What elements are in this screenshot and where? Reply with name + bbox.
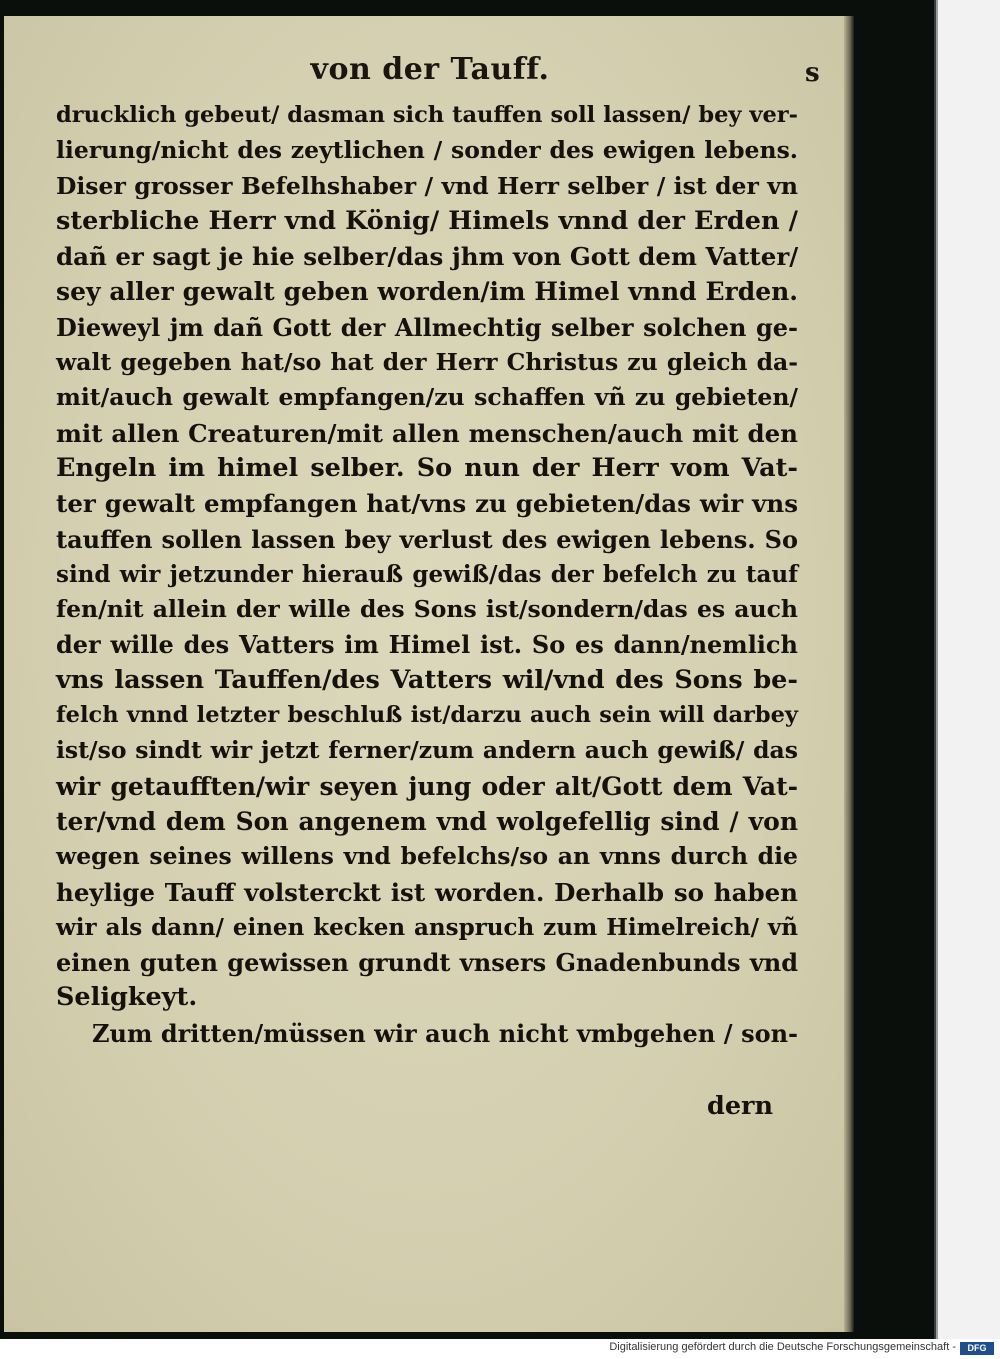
text-line: ter gewalt empfangen hat/vns zu gebieten/das wir vns — [56, 489, 798, 519]
text-line: einen guten gewissen grundt vnsers Gnadenbunds vnd — [56, 948, 798, 978]
text-line: sind wir jetzunder hierauß gewiß/das der befelch zu tauf — [56, 560, 798, 588]
folio-mark: s — [805, 58, 820, 88]
page-edge-shadow — [844, 16, 854, 1332]
text-line: ter/vnd dem Son angenem vnd wolgefellig sind / von — [56, 806, 798, 836]
text-line: ist/so sindt wir jetzt ferner/zum andern auch gewiß/ das — [56, 736, 798, 765]
text-line: drucklich gebeut/ dasman sich tauffen soll lassen/ bey ver- — [56, 102, 798, 128]
text-line: wir als dann/ einen kecken anspruch zum Himelreich/ vñ — [56, 913, 798, 941]
text-line: Engeln im himel selber. So nun der Herr vom Vat- — [56, 452, 798, 483]
dfg-logo: DFG — [960, 1342, 994, 1355]
body-text — [56, 98, 798, 1051]
text-line: felch vnnd letzter beschluß ist/darzu auch sein will darbey — [56, 702, 798, 729]
text-line: Diser grosser Befelhshaber / vnd Herr selber / ist der vn — [56, 171, 798, 200]
text-line: fen/nit allein der wille des Sons ist/sondern/das es auch — [56, 595, 798, 624]
text-line: Dieweyl jm dañ Gott der Allmechtig selber solchen ge- — [56, 312, 798, 342]
text-line: heylige Tauff volsterckt ist worden. Derhalb so haben — [56, 877, 798, 907]
text-line: tauffen sollen lassen bey verlust des ewigen lebens. So — [56, 524, 798, 554]
text-line: sterbliche Herr vnd König/ Himels vnnd der Erden / — [56, 205, 798, 236]
text-line: lierung/nicht des zeytlichen / sonder des ewigen lebens. — [56, 136, 798, 165]
text-line: Zum dritten/müssen wir auch nicht vmbgehen / son- — [92, 1018, 798, 1048]
catchword: dern — [707, 1091, 774, 1121]
text-line: mit allen Creaturen/mit allen menschen/auch mit den — [56, 418, 798, 448]
text-line: walt gegeben hat/so hat der Herr Christus zu gleich da- — [56, 348, 798, 377]
funding-credit: Digitalisierung gefördert durch die Deutsche Forschungsgemeinschaft - — [609, 1341, 956, 1353]
scanner-frame — [936, 0, 1000, 1339]
text-line: der wille des Vatters im Himel ist. So es dann/nemlich — [56, 630, 798, 660]
text-line: mit/auch gewalt empfangen/zu schaffen vñ zu gebieten/ — [56, 383, 798, 412]
text-line: vns lassen Tauffen/des Vatters wil/vnd des Sons be- — [56, 664, 798, 695]
text-line: dañ er sagt je hie selber/das jhm von Gott dem Vatter/ — [56, 242, 799, 272]
text-line: wir getaufften/wir seyen jung oder alt/Gott dem Vat- — [56, 771, 798, 801]
footer-bar — [0, 1339, 1000, 1359]
text-line: Seligkeyt. — [56, 982, 198, 1013]
text-line: sey aller gewalt geben worden/im Himel vnnd Erden. — [56, 277, 798, 307]
text-line: wegen seines willens vnd befelchs/so an vnns durch die — [56, 842, 798, 871]
running-head: von der Tauff. — [310, 52, 550, 87]
